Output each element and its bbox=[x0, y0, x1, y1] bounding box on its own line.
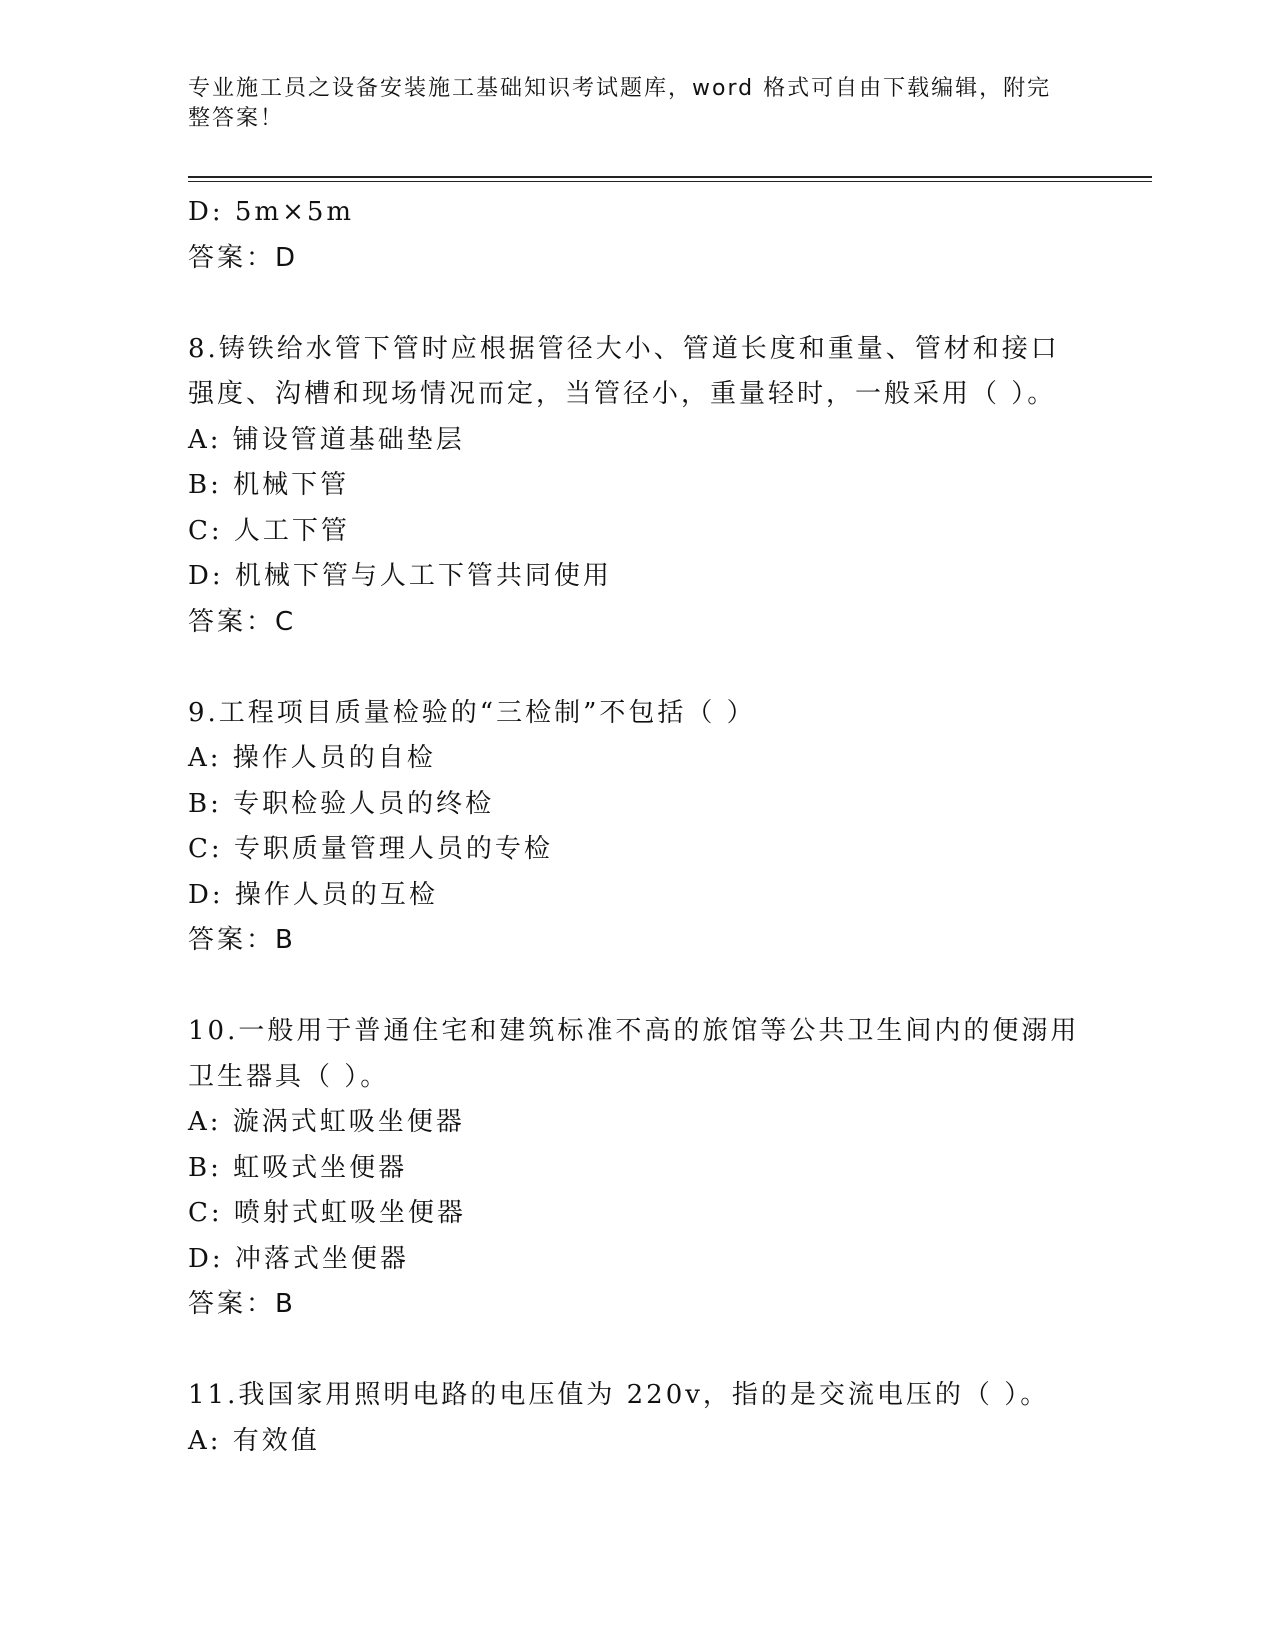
question-10 bbox=[188, 1009, 1088, 1328]
option-b: B: 虹吸式坐便器 bbox=[188, 1152, 408, 1183]
question-8 bbox=[188, 327, 1088, 646]
option-c: C: 人工下管 bbox=[188, 515, 350, 546]
answer: 答案：B bbox=[188, 1289, 296, 1319]
question-list bbox=[188, 190, 1088, 1464]
option-b: B: 机械下管 bbox=[188, 470, 350, 500]
question-7-tail bbox=[188, 190, 1088, 281]
document-header bbox=[188, 74, 1068, 134]
header-divider-thick bbox=[188, 176, 1152, 178]
question-9 bbox=[188, 691, 1088, 964]
question-stem: 8.铸铁给水管下管时应根据管径大小、管道长度和重量、管材和接口 bbox=[188, 333, 1060, 364]
spacer bbox=[188, 964, 1088, 1010]
question-stem: 强度、沟槽和现场情况而定，当管径小，重量轻时，一般采用（ ）。 bbox=[188, 379, 1057, 409]
spacer bbox=[188, 1328, 1088, 1374]
question-stem: 卫生器具（ ）。 bbox=[188, 1061, 390, 1092]
question-stem: 10.一般用于普通住宅和建筑标准不高的旅馆等公共卫生间内的便溺用 bbox=[188, 1016, 1080, 1046]
answer: 答案：C bbox=[188, 606, 297, 637]
option-a: A: 有效值 bbox=[188, 1425, 320, 1456]
option-b: B: 专职检验人员的终检 bbox=[188, 788, 495, 819]
option-d: D: 机械下管与人工下管共同使用 bbox=[188, 561, 612, 591]
question-stem: 11.我国家用照明电路的电压值为 220v，指的是交流电压的（ ）。 bbox=[188, 1380, 1050, 1410]
spacer bbox=[188, 645, 1088, 691]
option-c: C: 专职质量管理人员的专检 bbox=[188, 834, 553, 864]
option-d: D: 操作人员的互检 bbox=[188, 879, 438, 910]
header-line-1: 专业施工员之设备安装施工基础知识考试题库，word 格式可自由下载编辑，附完 bbox=[188, 76, 1052, 101]
option-d: D: 5m×5m bbox=[188, 197, 355, 227]
option-a: A: 漩涡式虹吸坐便器 bbox=[188, 1107, 465, 1137]
option-d: D: 冲落式坐便器 bbox=[188, 1243, 409, 1274]
question-11 bbox=[188, 1373, 1088, 1464]
spacer bbox=[188, 281, 1088, 327]
question-stem: 9.工程项目质量检验的“三检制”不包括（ ） bbox=[188, 697, 756, 728]
option-a: A: 操作人员的自检 bbox=[188, 743, 436, 773]
option-c: C: 喷射式虹吸坐便器 bbox=[188, 1198, 466, 1228]
option-a: A: 铺设管道基础垫层 bbox=[188, 424, 465, 455]
answer: 答案：B bbox=[188, 925, 296, 955]
header-divider-thin bbox=[188, 181, 1152, 182]
header-line-2: 整答案！ bbox=[188, 106, 285, 131]
answer: 答案：D bbox=[188, 242, 299, 273]
